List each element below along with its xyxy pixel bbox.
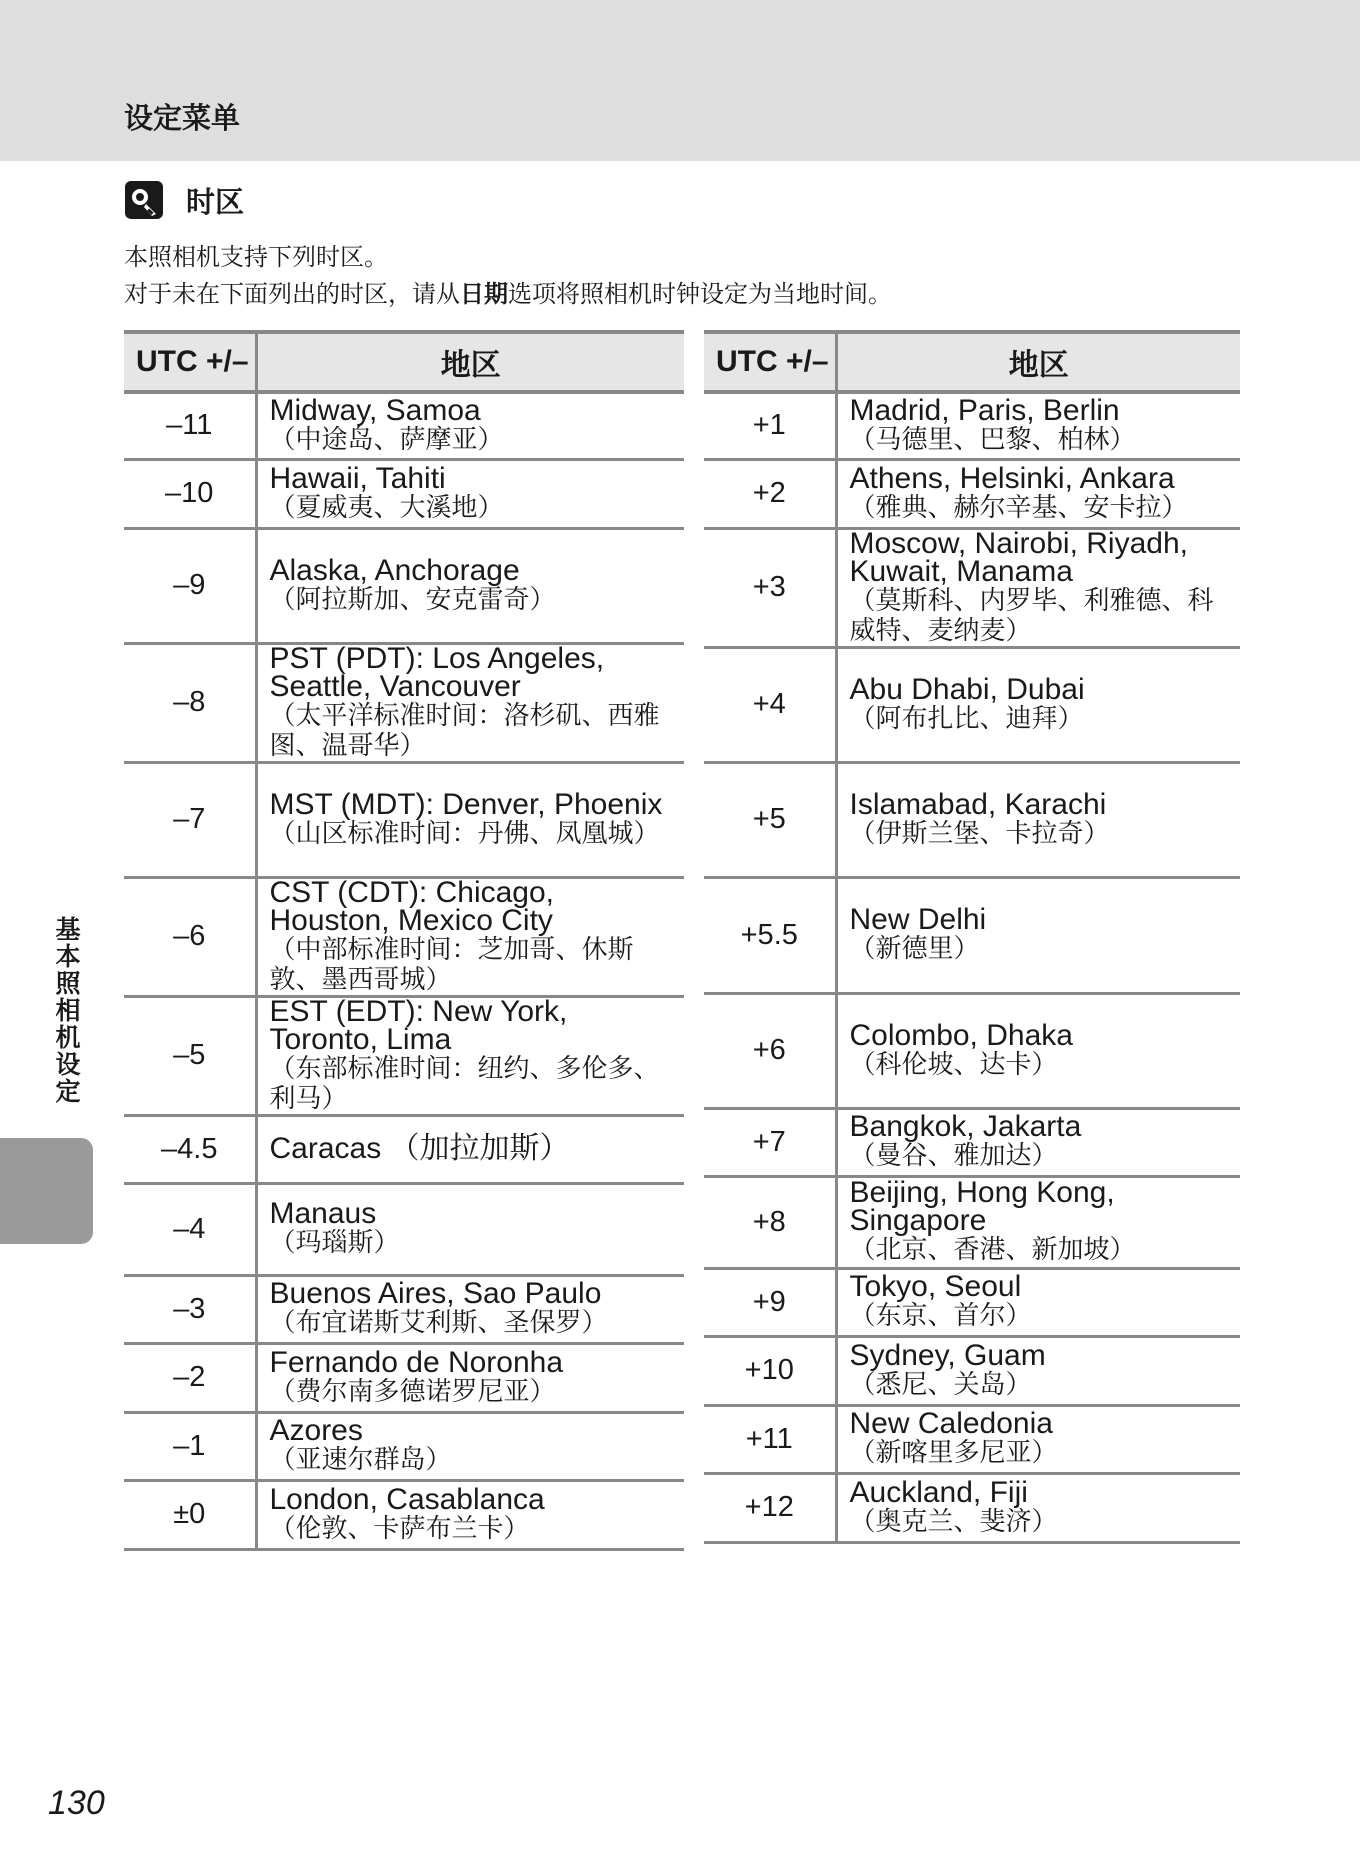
region-cell (836, 528, 1240, 647)
utc-offset-cell: –10 (124, 459, 256, 528)
region-name-zh: （伊斯兰堡、卡拉奇） (849, 818, 1110, 849)
region-name-zh: （马德里、巴黎、柏林） (849, 424, 1136, 455)
region-name-en: CST (CDT): Chicago, Houston, Mexico City (269, 875, 555, 937)
utc-offset-cell: –11 (124, 392, 256, 459)
region-name-zh: （科伦坡、达卡） (849, 1049, 1058, 1080)
region-name-en: Midway, Samoa (269, 393, 481, 427)
region-name-zh: （费尔南多德诺罗尼亚） (269, 1376, 556, 1407)
intro-line-1: 本照相机支持下列时区。 (124, 243, 388, 271)
utc-offset-cell: +1 (704, 392, 836, 459)
region-cell (256, 392, 684, 459)
utc-offset-cell: +5.5 (704, 877, 836, 993)
intro-line-2 (124, 274, 892, 309)
region-name-en: Tokyo, Seoul (849, 1270, 1022, 1303)
table-row (704, 877, 1240, 993)
region-name-en: Manaus (269, 1197, 377, 1230)
table-row (704, 1108, 1240, 1176)
utc-offset-cell: –7 (124, 762, 256, 877)
region-name-en: Sydney, Guam (849, 1338, 1046, 1372)
region-name-zh: （北京、香港、新加坡） (849, 1235, 1136, 1265)
table-row (704, 762, 1240, 877)
table-row (124, 1183, 684, 1275)
timezone-table-left (124, 330, 684, 1551)
utc-offset-cell: +8 (704, 1176, 836, 1268)
utc-offset-cell: +7 (704, 1108, 836, 1176)
table-row (704, 528, 1240, 647)
region-cell (256, 1480, 684, 1549)
region-cell (256, 1412, 684, 1480)
region-name-en: Buenos Aires, Sao Paulo (269, 1277, 602, 1310)
region-name-en: EST (EDT): New York, Toronto, Lima (269, 994, 568, 1056)
region-name-en: Alaska, Anchorage (269, 553, 520, 587)
region-name-zh: （玛瑙斯） (269, 1228, 400, 1258)
region-name-zh: （东部标准时间：纽约、多伦多、利马） (269, 1053, 660, 1114)
region-name-zh: （布宜诺斯艾利斯、圣保罗） (269, 1308, 608, 1338)
region-name-en: Colombo, Dhaka (849, 1018, 1073, 1052)
utc-offset-cell: +11 (704, 1405, 836, 1473)
table-row (124, 1275, 684, 1343)
region-cell (256, 762, 684, 877)
utc-offset-cell: +3 (704, 528, 836, 647)
utc-offset-cell: +9 (704, 1268, 836, 1336)
region-name-zh: （亚速尔群岛） (269, 1445, 452, 1475)
region-cell (836, 1268, 1240, 1336)
table-row (124, 996, 684, 1115)
region-name-zh: （新喀里多尼亚） (849, 1438, 1058, 1468)
region-name-en: Abu Dhabi, Dubai (849, 672, 1085, 706)
region-cell (836, 459, 1240, 528)
utc-offset-cell: –8 (124, 643, 256, 762)
region-name-zh: （阿布扎比、迪拜） (849, 703, 1084, 734)
page-header-title: 设定菜单 (124, 101, 241, 135)
region-column-header: 地区 (836, 332, 1240, 392)
utc-offset-cell: –4.5 (124, 1115, 256, 1183)
utc-offset-cell: –6 (124, 877, 256, 996)
table-header-row (124, 332, 684, 392)
utc-offset-cell: –4 (124, 1183, 256, 1275)
region-name-en: London, Casablanca (269, 1482, 545, 1516)
region-cell (836, 647, 1240, 762)
camera-tip-icon (124, 180, 164, 220)
table-row (704, 1405, 1240, 1473)
region-name-en: Fernando de Noronha (269, 1345, 564, 1379)
region-name-zh: （夏威夷、大溪地） (269, 492, 504, 523)
table-header-row (704, 332, 1240, 392)
region-cell (256, 643, 684, 762)
region-name-en: Hawaii, Tahiti (269, 461, 446, 495)
page-number: 130 (48, 1784, 105, 1822)
table-row (124, 528, 684, 643)
utc-offset-cell: +10 (704, 1336, 836, 1405)
region-name-en: Madrid, Paris, Berlin (849, 393, 1120, 427)
utc-offset-cell: +5 (704, 762, 836, 877)
region-name-zh: （中途岛、萨摩亚） (269, 424, 504, 455)
region-name-zh: （伦敦、卡萨布兰卡） (269, 1513, 530, 1544)
region-name-zh: （奥克兰、斐济） (849, 1506, 1058, 1537)
region-name-zh: （莫斯科、内罗毕、利雅德、科威特、麦纳麦） (849, 585, 1214, 646)
table-row (124, 877, 684, 996)
region-name-en: Caracas （加拉加斯） (269, 1132, 570, 1165)
table-row (704, 1336, 1240, 1405)
region-name-zh: （曼谷、雅加达） (849, 1141, 1058, 1171)
utc-offset-cell: +12 (704, 1473, 836, 1542)
region-cell (836, 1336, 1240, 1405)
region-name-en: Auckland, Fiji (849, 1475, 1028, 1509)
region-cell (836, 1108, 1240, 1176)
region-name-en: Moscow, Nairobi, Riyadh, Kuwait, Manama (849, 526, 1188, 588)
utc-offset-cell: –2 (124, 1343, 256, 1412)
table-row (124, 392, 684, 459)
region-cell (256, 1183, 684, 1275)
section-heading (124, 178, 244, 222)
region-cell (256, 996, 684, 1115)
region-cell (836, 993, 1240, 1108)
table-row (704, 647, 1240, 762)
utc-offset-cell: –9 (124, 528, 256, 643)
region-cell (256, 1275, 684, 1343)
timezone-rows-left (124, 392, 684, 1549)
region-name-en: Beijing, Hong Kong, Singapore (849, 1176, 1115, 1237)
table-row (704, 392, 1240, 459)
region-name-zh: （阿拉斯加、安克雷奇） (269, 584, 556, 615)
region-name-zh: （太平洋标准时间：洛杉矶、西雅图、温哥华） (269, 700, 660, 761)
region-cell (836, 1176, 1240, 1268)
region-name-en: Azores (269, 1414, 363, 1447)
region-name-zh: （悉尼、关岛） (849, 1369, 1032, 1400)
region-cell (256, 1343, 684, 1412)
table-row (124, 1412, 684, 1480)
table-row (124, 1480, 684, 1549)
utc-offset-cell: ±0 (124, 1480, 256, 1549)
utc-column-header: UTC +/– (704, 332, 836, 392)
table-row (704, 1268, 1240, 1336)
intro-line-2-prefix: 对于未在下面列出的时区，请从 (124, 280, 460, 308)
intro-line-2-bold: 日期 (460, 280, 508, 308)
region-name-en: New Delhi (849, 903, 987, 936)
timezone-rows-right (704, 392, 1240, 1542)
region-name-en: MST (MDT): Denver, Phoenix (269, 787, 663, 821)
region-cell (836, 392, 1240, 459)
utc-offset-cell: +4 (704, 647, 836, 762)
region-column-header: 地区 (256, 332, 684, 392)
region-name-en: Bangkok, Jakarta (849, 1110, 1082, 1143)
table-row (704, 993, 1240, 1108)
region-name-zh: （东京、首尔） (849, 1301, 1032, 1331)
region-cell (836, 877, 1240, 993)
timezone-table-right (704, 330, 1240, 1544)
region-name-en: Islamabad, Karachi (849, 787, 1107, 821)
region-name-en: Athens, Helsinki, Ankara (849, 461, 1175, 495)
region-name-zh: （山区标准时间：丹佛、凤凰城） (269, 818, 660, 849)
region-name-zh: （雅典、赫尔辛基、安卡拉） (849, 492, 1188, 523)
region-cell (836, 762, 1240, 877)
utc-offset-cell: +2 (704, 459, 836, 528)
section-title: 时区 (186, 184, 245, 219)
region-name-zh: （中部标准时间：芝加哥、休斯敦、墨西哥城） (269, 934, 634, 995)
region-cell (256, 877, 684, 996)
region-name-zh: （新德里） (849, 934, 980, 964)
table-row (124, 1343, 684, 1412)
utc-column-header: UTC +/– (124, 332, 256, 392)
side-chapter-label: 基本照相机设定 (52, 916, 81, 1105)
utc-offset-cell: –1 (124, 1412, 256, 1480)
intro-line-2-suffix: 选项将照相机时钟设定为当地时间。 (508, 280, 892, 308)
table-row (124, 762, 684, 877)
region-cell (836, 1473, 1240, 1542)
utc-offset-cell: –3 (124, 1275, 256, 1343)
region-cell (256, 528, 684, 643)
region-name-en: New Caledonia (849, 1407, 1053, 1440)
table-row (124, 643, 684, 762)
table-row (124, 459, 684, 528)
table-row (704, 1473, 1240, 1542)
region-cell (836, 1405, 1240, 1473)
region-name-en: PST (PDT): Los Angeles, Seattle, Vancouver (269, 641, 605, 703)
table-row (704, 1176, 1240, 1268)
table-row (704, 459, 1240, 528)
region-cell (256, 459, 684, 528)
utc-offset-cell: –5 (124, 996, 256, 1115)
utc-offset-cell: +6 (704, 993, 836, 1108)
table-row (124, 1115, 684, 1183)
region-cell (256, 1115, 684, 1183)
chapter-tab (0, 1138, 93, 1244)
